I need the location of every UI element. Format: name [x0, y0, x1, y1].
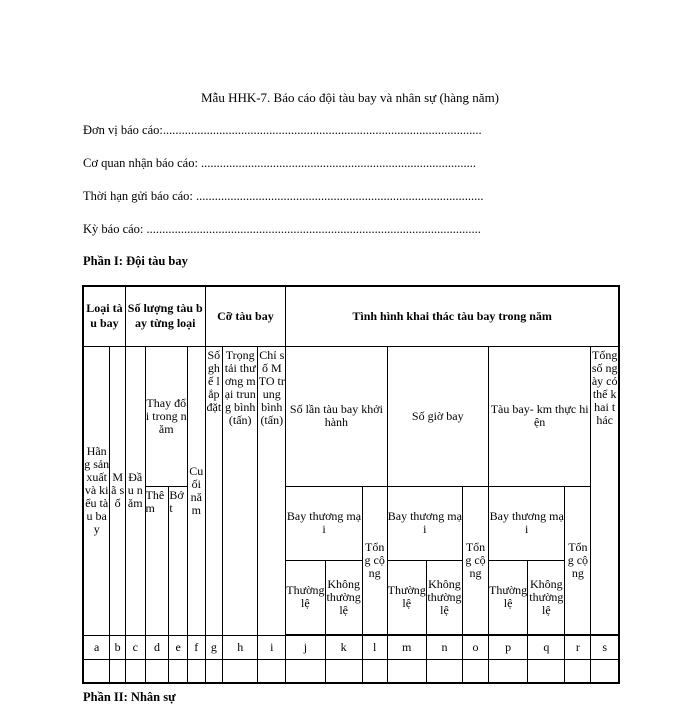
receiving-agency-field: Cơ quan nhận báo cáo: ........................................................................................ [83, 156, 477, 170]
header-code: Mã số [110, 346, 126, 635]
data-cell [362, 659, 387, 683]
km-regular: Thường lệ [488, 560, 527, 634]
header-year-start: Đầu năm [125, 346, 145, 635]
data-cell [258, 659, 286, 683]
header-remove: Bớt [169, 486, 188, 635]
data-cell [325, 659, 362, 683]
header-size: Cỡ tàu bay [205, 286, 286, 346]
header-km: Tàu bay- km thực hiện [488, 346, 590, 486]
data-cell [125, 659, 145, 683]
part2-heading: Phần II: Nhân sự [83, 690, 176, 704]
header-aircraft-type: Loại tàu bay [83, 286, 125, 346]
header-days: Tổng số ngày có thể khai thác [591, 346, 619, 634]
data-cell [83, 659, 110, 683]
column-letter: m [387, 635, 426, 659]
km-total: Tổng cộng [565, 486, 591, 634]
header-operation: Tình hình khai thác tàu bay trong năm [286, 286, 619, 346]
header-quantity: Số lượng tàu bay từng loại [125, 286, 205, 346]
hours-commercial: Bay thương mại [387, 486, 463, 560]
column-letter: q [528, 635, 565, 659]
aircraft-fleet-table [82, 285, 620, 684]
header-mtow: Chỉ số MTO trung bình (tấn) [258, 346, 286, 635]
reporting-unit-field: Đơn vị báo cáo:...................................................................................................... [83, 123, 482, 137]
column-letter: e [169, 635, 188, 659]
deadline-field: Thời hạn gửi báo cáo: ............................................................................................ [83, 189, 484, 203]
column-letter: b [110, 635, 126, 659]
data-cell [463, 659, 489, 683]
empty-data-row [83, 659, 619, 683]
hours-total: Tổng cộng [463, 486, 489, 634]
column-letter: o [463, 635, 489, 659]
flights-regular: Thường lệ [286, 560, 325, 634]
data-cell [488, 659, 527, 683]
column-letter: h [223, 635, 258, 659]
form-title: Mẫu HHK-7. Báo cáo đội tàu bay và nhân sự (hàng năm) [200, 90, 500, 105]
column-letter: c [125, 635, 145, 659]
header-flights: Số lần tàu bay khởi hành [286, 346, 387, 486]
column-letter: k [325, 635, 362, 659]
header-year-end: Cuối năm [187, 346, 205, 635]
column-letter: f [187, 635, 205, 659]
km-commercial: Bay thương mại [488, 486, 565, 560]
column-letter: j [286, 635, 325, 659]
hours-irregular: Không thường lệ [426, 560, 462, 634]
column-letter: r [565, 635, 591, 659]
data-cell [169, 659, 188, 683]
column-letter: i [258, 635, 286, 659]
data-cell [286, 659, 325, 683]
column-letter-row [83, 635, 619, 659]
data-cell [145, 659, 169, 683]
period-field: Kỳ báo cáo: ........................................................................................................... [83, 222, 481, 236]
column-letter: l [362, 635, 387, 659]
data-cell [205, 659, 223, 683]
header-seats: Số ghế lắp đặt [205, 346, 223, 635]
km-irregular: Không thường lệ [528, 560, 565, 634]
data-cell [591, 659, 619, 683]
column-letter: n [426, 635, 462, 659]
header-change: Thay đổi trong năm [145, 346, 187, 486]
flights-irregular: Không thường lệ [325, 560, 362, 634]
data-cell [187, 659, 205, 683]
data-cell [110, 659, 126, 683]
data-cell [426, 659, 462, 683]
header-manufacturer: Hãng sản xuất và kiểu tàu bay [83, 346, 110, 635]
header-hours: Số giờ bay [387, 346, 488, 486]
column-letter: s [591, 635, 619, 659]
data-cell [387, 659, 426, 683]
part1-heading: Phần I: Đội tàu bay [83, 254, 188, 268]
column-letter: g [205, 635, 223, 659]
header-add: Thêm [145, 486, 169, 635]
column-letter: a [83, 635, 110, 659]
data-cell [565, 659, 591, 683]
hours-regular: Thường lệ [387, 560, 426, 634]
column-letter: p [488, 635, 527, 659]
flights-total: Tổng cộng [362, 486, 387, 634]
header-payload: Trọng tải thương mại trung bình (tấn) [223, 346, 258, 635]
column-letter: d [145, 635, 169, 659]
data-cell [223, 659, 258, 683]
data-cell [528, 659, 565, 683]
flights-commercial: Bay thương mại [286, 486, 363, 560]
